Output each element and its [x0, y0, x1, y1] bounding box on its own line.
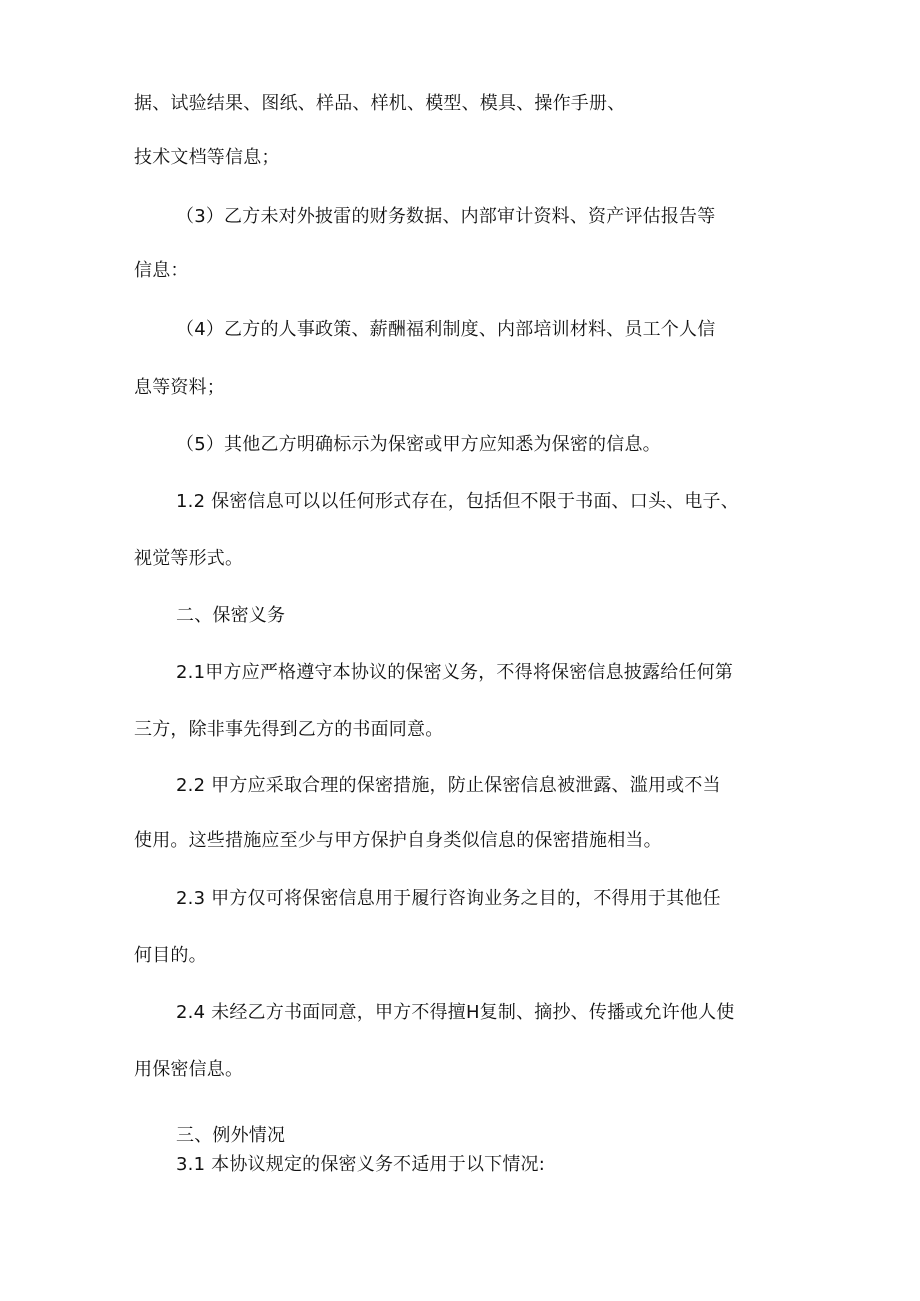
text-line: 何目的。: [134, 945, 207, 966]
text-line: 信息：: [134, 260, 189, 281]
text-line: 1.2 保密信息可以以任何形式存在，包括但不限于书面、口头、电子、: [176, 491, 739, 512]
text-line: 技术文档等信息；: [134, 147, 280, 168]
text-line: 用保密信息。: [134, 1059, 244, 1080]
text-line: （3）乙方未对外披雷的财务数据、内部审计资料、资产评估报告等: [176, 206, 716, 227]
text-line: 视觉等形式。: [134, 548, 244, 569]
text-line: 3.1 本协议规定的保密义务不适用于以下情况:: [176, 1154, 546, 1175]
text-line: 息等资料；: [134, 377, 225, 398]
text-line: （5）其他乙方明确标示为保密或甲方应知悉为保密的信息。: [176, 434, 661, 455]
text-line: 据、试验结果、图纸、样品、样机、模型、模具、操作手册、: [134, 93, 626, 114]
text-line: 使用。这些措施应至少与甲方保护自身类似信息的保密措施相当。: [134, 830, 662, 851]
section-heading: 二、保密义务: [176, 605, 286, 626]
text-line: 2.2 甲方应采取合理的保密措施，防止保密信息被泄露、滥用或不当: [176, 775, 721, 796]
text-line: （4）乙方的人事政策、薪酬福利制度、内部培训材料、员工个人信: [176, 319, 716, 340]
section-heading: 三、例外情况: [176, 1125, 286, 1146]
text-line: 2.4 未经乙方书面同意，甲方不得擅H复制、摘抄、传播或允许他人使: [176, 1002, 735, 1023]
text-line: 2.1甲方应严格遵守本协议的保密义务，不得将保密信息披露给任何第: [176, 662, 734, 683]
text-line: 三方，除非事先得到乙方的书面同意。: [134, 719, 444, 740]
text-line: 2.3 甲方仅可将保密信息用于履行咨询业务之目的，不得用于其他任: [176, 888, 721, 909]
